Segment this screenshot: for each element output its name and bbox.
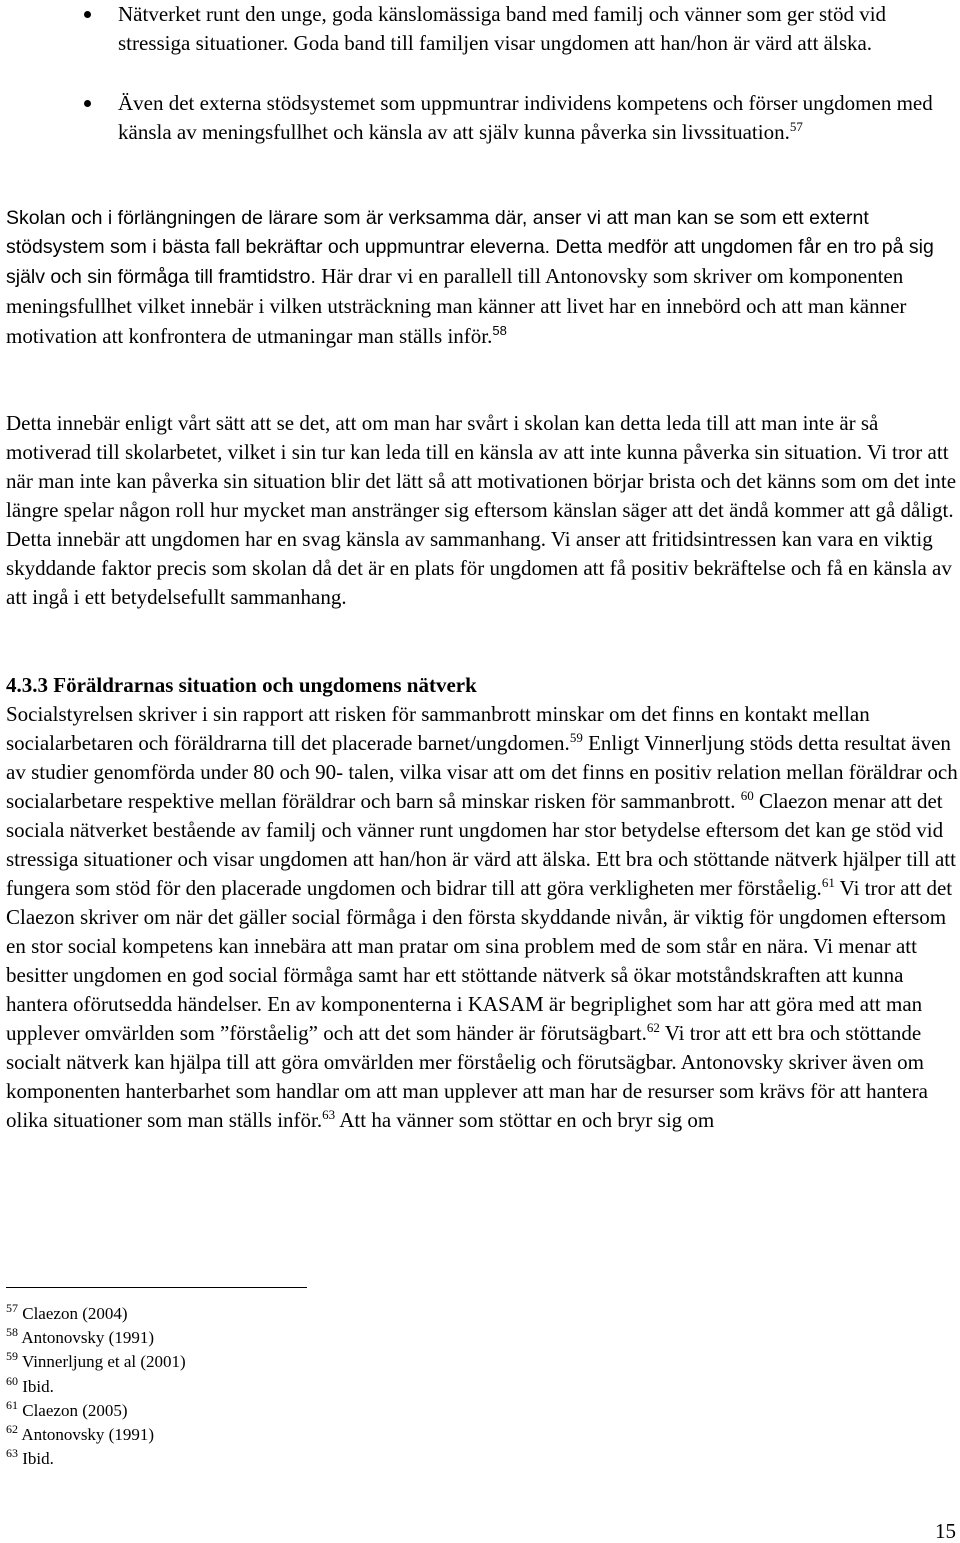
footnote-text: Antonovsky (1991): [21, 1328, 155, 1348]
bullet-text: Nätverket runt den unge, goda känslomässiga band med familj och vänner som ger stöd vid stressiga situationer. Goda band till familjen visar ungdomen att han/hon är värd att älska.: [118, 2, 887, 55]
footnote-ref: 57: [789, 119, 803, 134]
bullet-dot-icon: [84, 11, 91, 18]
footnote-ref: 63: [322, 1107, 336, 1122]
footnote-item: [6, 1302, 186, 1326]
footnote-text: Vinnerljung et al (2001): [21, 1352, 186, 1372]
footnote-ref: 60: [740, 788, 754, 803]
footnote-item: [6, 1423, 186, 1447]
footnote-text: Ibid.: [22, 1449, 54, 1469]
footnote-separator: [6, 1287, 307, 1288]
footnote-text: Claezon (2004): [22, 1304, 128, 1323]
footnote-number: 63: [6, 1446, 18, 1461]
footnote-item: [6, 1399, 186, 1423]
footnote-text: Claezon (2005): [22, 1400, 128, 1420]
footnote-item: [6, 1375, 186, 1399]
footnote-list: [6, 1302, 186, 1471]
paragraph-meaning: Detta innebär enligt vårt sätt att se det, att om man har svårt i skolan kan detta leda till att man inte är så motiverad till skolarbetet, vilket i sin tur kan leda till en känsla av att inte kunna påverka sin situation. Vi tror att när man inte kan påverka sin situation blir det lätt så att motivationen börjar brista och det känns som om det inte längre spelar någon roll hur mycket man anstränger sig eftersom känslan säger att det ändå kommer att gå dåligt. Detta innebär att ungdomen har en svag känsla av sammanhang. Vi anser att fritidsintressen kan vara en viktig skyddande faktor precis som skolan då det är en plats för ungdomen att få positiv bekräftelse och få en känsla av att ingå i ett betydelsefullt sammanhang.: [6, 411, 957, 609]
bullet-text: Även det externa stödsystemet som uppmuntrar individens kompetens och förser ungdomen med känsla av meningsfullhet och känsla av att själv kunna påverka sin livssituation.$^{57}$: [118, 91, 933, 144]
footnote-ref: 61: [821, 875, 835, 890]
footnote-number: 59: [6, 1349, 18, 1364]
footnote-number: 60: [6, 1373, 18, 1388]
footnote-ref: 62: [646, 1020, 660, 1035]
footnote-item: [6, 1350, 186, 1374]
footnote-ref: 58: [492, 323, 507, 338]
page-number: 15: [935, 1519, 956, 1543]
footnote-item: [6, 1326, 186, 1350]
footnote-number: 58: [6, 1325, 18, 1340]
paragraph-school: Skolan och i förlängningen de lärare som är verksamma där, anser vi att man kan se som ett externt stödsystem som i bästa fall bekräftar och uppmuntrar eleverna. Detta medför att ungdomen får en tro på sig själv och sin förmåga till framtidstro. Här drar vi en parallell till Antonovsky som skriver om komponenten meningsfullhet vilket innebär i vilken utsträckning man känner att livet har en innebörd och att man känner motivation att konfrontera de utmaningar man ställs inför.$^{58}$: [6, 207, 934, 348]
footnote-text: Antonovsky (1991): [21, 1424, 155, 1444]
footnote-ref: 59: [569, 730, 583, 745]
footnote-number: 62: [6, 1421, 18, 1436]
section-heading: 4.3.3 Föräldrarnas situation och ungdomens nätverk: [6, 673, 477, 697]
footnote-item: [6, 1447, 186, 1471]
footnote-text: Ibid.: [22, 1376, 54, 1396]
footnote-number: 57: [6, 1301, 18, 1315]
paragraph-network: Socialstyrelsen skriver i sin rapport att risken för sammanbrott minskar om det finns en kontakt mellan socialarbetaren och föräldrarna till det placerade barnet/ungdomen.$^{59}$ Enligt Vinnerljung stöds detta resultat även av studier genomförda under 80 och 90- talen, vilka visar att om det finns en positiv relation mellan föräldrar och socialarbetare respektive mellan föräldrar och barn så minskar risken för sammanbrott. $^{60}$ Claezon menar att det sociala nätverket bestående av familj och vänner runt ungdomen har stor betydelse eftersom det kan ge stöd vid stressiga situationer och visar ungdomen att han/hon är värd att älska. Ett bra och stöttande nätverk hjälper till att fungera som stöd för den placerade ungdomen och bidrar till att göra verkligheten mer förståelig.$^{61}$ Vi tror att det Claezon skriver om när det gäller social förmåga i den första skyddande nivån, är viktig för ungdomen eftersom en stor social kompetens kan innebära att man pratar om sina problem med de som står en nära. Vi menar att besitter ungdomen en god social förmåga samt har ett stöttande nätverk så ökar motståndskraften att kunna hantera oförutsedda händelser. En av komponenterna i KASAM är begriplighet som har att göra med att man upplever omvärlden som ”förståelig” och att det som händer är förutsägbart.$^{62}$ Vi tror att ett bra och stöttande socialt nätverk kan hjälpa till att göra omvärlden mer förståelig och förutsägbar. Antonovsky skriver även om komponenten hanterbarhet som handlar om att man upplever att man har de resurser som krävs för att hantera olika situationer som man ställs inför.$^{63}$ Att ha vänner som stöttar en och bryr sig om: [6, 702, 958, 1132]
footnote-number: 61: [6, 1397, 18, 1412]
bullet-dot-icon: [84, 100, 91, 107]
